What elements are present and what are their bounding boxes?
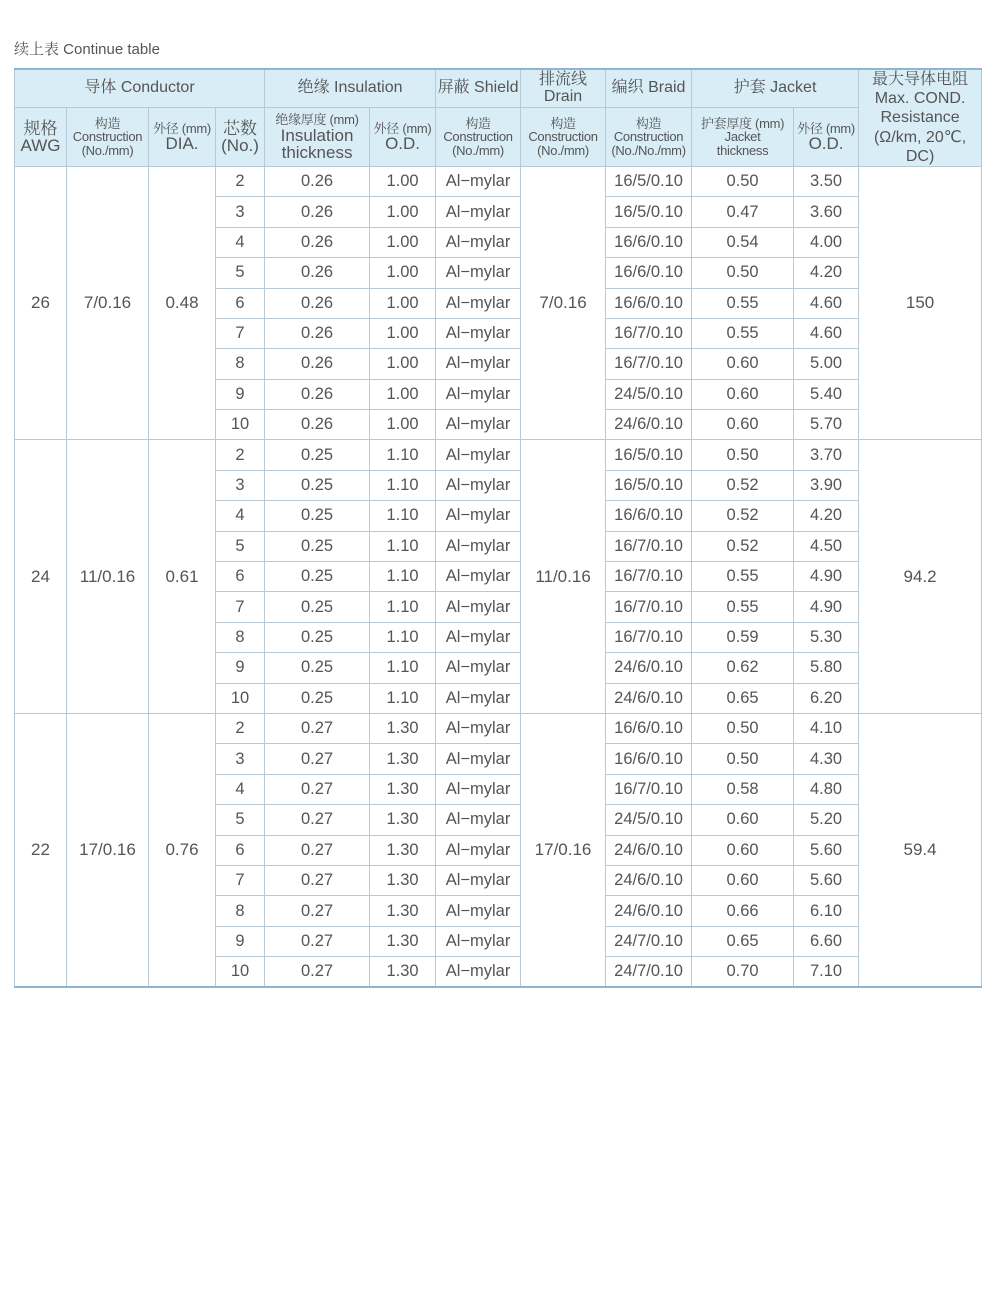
insulation-thickness-cell: 0.27 (265, 744, 370, 774)
braid-construction-cell: 24/6/0.10 (606, 896, 692, 926)
braid-construction-cell: 24/6/0.10 (606, 835, 692, 865)
awg-cell: 22 (15, 713, 67, 987)
cores-cell: 3 (216, 470, 265, 500)
awg-cell: 26 (15, 166, 67, 440)
jacket-thickness-cell: 0.50 (692, 744, 794, 774)
header-insulation: 绝缘 Insulation (265, 69, 436, 108)
jacket-od-cell: 4.30 (794, 744, 859, 774)
header-cores (216, 108, 265, 167)
awg-cell: 24 (15, 440, 67, 714)
table-row (15, 166, 982, 196)
cond-construction-zh: 构造 (94, 115, 121, 131)
drain-zh: 构造 (550, 115, 576, 131)
cable-spec-table (14, 68, 982, 988)
insulation-od-cell: 1.10 (370, 531, 436, 561)
shield-construction-cell: Al−mylar (436, 622, 521, 652)
insulation-thickness-cell: 0.25 (265, 653, 370, 683)
cores-cell: 6 (216, 562, 265, 592)
insulation-thickness-cell: 0.27 (265, 774, 370, 804)
ins-thick-zh: 绝缘厚度 (mm) (275, 112, 359, 128)
header-conductor-construction (67, 108, 149, 167)
header-drain-construction (521, 108, 606, 167)
insulation-thickness-cell: 0.25 (265, 562, 370, 592)
header-braid-construction (606, 108, 692, 167)
insulation-thickness-cell: 0.26 (265, 197, 370, 227)
header-jacket-od (794, 108, 859, 167)
jacket-thickness-cell: 0.60 (692, 835, 794, 865)
shield-construction-cell: Al−mylar (436, 470, 521, 500)
jacket-thickness-cell: 0.60 (692, 349, 794, 379)
jacket-thickness-cell: 0.55 (692, 592, 794, 622)
braid-construction-cell: 16/7/0.10 (606, 622, 692, 652)
braid-construction-cell: 16/5/0.10 (606, 470, 692, 500)
cond-construction-unit: (No./mm) (81, 142, 134, 158)
insulation-thickness-cell: 0.27 (265, 896, 370, 926)
jacket-od-cell: 4.60 (794, 288, 859, 318)
header-conductor: 导体 Conductor (15, 69, 265, 108)
header-drain: 排流线 Drain (521, 69, 606, 108)
conductor-construction-cell: 7/0.16 (67, 166, 149, 440)
shield-construction-cell: Al−mylar (436, 379, 521, 409)
insulation-od-cell: 1.30 (370, 744, 436, 774)
cores-cell: 4 (216, 774, 265, 804)
shield-construction-cell: Al−mylar (436, 166, 521, 196)
cores-cell: 10 (216, 683, 265, 713)
resistance-label-zh: 最大导体电阻 (872, 71, 969, 88)
header-row-groups (15, 69, 982, 108)
shield-construction-cell: Al−mylar (436, 258, 521, 288)
braid-construction-cell: 16/5/0.10 (606, 166, 692, 196)
cores-cell: 8 (216, 622, 265, 652)
braid-en: Construction (613, 129, 684, 145)
insulation-thickness-cell: 0.26 (265, 349, 370, 379)
braid-construction-cell: 16/7/0.10 (606, 562, 692, 592)
drain-construction-cell: 7/0.16 (521, 166, 606, 440)
shield-construction-cell: Al−mylar (436, 744, 521, 774)
jacket-thickness-cell: 0.50 (692, 166, 794, 196)
cond-dia-en: DIA. (165, 134, 199, 154)
jacket-od-cell: 4.20 (794, 258, 859, 288)
cores-cell: 4 (216, 501, 265, 531)
insulation-thickness-cell: 0.27 (265, 865, 370, 895)
shield-construction-cell: Al−mylar (436, 957, 521, 988)
insulation-od-cell: 1.30 (370, 865, 436, 895)
braid-construction-cell: 16/7/0.10 (606, 592, 692, 622)
shield-unit: (No./mm) (452, 142, 504, 158)
braid-construction-cell: 24/6/0.10 (606, 683, 692, 713)
header-braid: 编织 Braid (606, 69, 692, 108)
header-jacket: 护套 Jacket (692, 69, 859, 108)
cores-cell: 6 (216, 835, 265, 865)
braid-construction-cell: 16/7/0.10 (606, 774, 692, 804)
cores-cell: 6 (216, 288, 265, 318)
cores-cell: 5 (216, 531, 265, 561)
shield-construction-cell: Al−mylar (436, 683, 521, 713)
shield-construction-cell: Al−mylar (436, 835, 521, 865)
shield-construction-cell: Al−mylar (436, 896, 521, 926)
shield-zh: 构造 (465, 115, 491, 131)
insulation-thickness-cell: 0.27 (265, 957, 370, 988)
cores-cell: 9 (216, 653, 265, 683)
braid-construction-cell: 16/6/0.10 (606, 713, 692, 743)
braid-construction-cell: 16/6/0.10 (606, 227, 692, 257)
resistance-cell: 94.2 (859, 440, 982, 714)
braid-construction-cell: 24/6/0.10 (606, 410, 692, 440)
jacket-thickness-cell: 0.62 (692, 653, 794, 683)
jacket-od-cell: 4.20 (794, 501, 859, 531)
insulation-thickness-cell: 0.25 (265, 470, 370, 500)
braid-construction-cell: 24/6/0.10 (606, 865, 692, 895)
jacket-od-cell: 4.90 (794, 562, 859, 592)
jacket-od-cell: 5.30 (794, 622, 859, 652)
table-body (15, 166, 982, 987)
shield-construction-cell: Al−mylar (436, 531, 521, 561)
insulation-thickness-cell: 0.25 (265, 592, 370, 622)
jacket-od-en: O.D. (808, 134, 844, 154)
braid-construction-cell: 16/6/0.10 (606, 258, 692, 288)
shield-construction-cell: Al−mylar (436, 227, 521, 257)
cores-cell: 9 (216, 379, 265, 409)
cores-cell: 9 (216, 926, 265, 956)
braid-unit: (No./No./mm) (611, 142, 686, 158)
insulation-od-cell: 1.30 (370, 957, 436, 988)
jacket-thickness-cell: 0.66 (692, 896, 794, 926)
jacket-od-cell: 4.90 (794, 592, 859, 622)
insulation-thickness-cell: 0.26 (265, 410, 370, 440)
jacket-thickness-cell: 0.60 (692, 865, 794, 895)
shield-construction-cell: Al−mylar (436, 562, 521, 592)
jacket-thickness-cell: 0.54 (692, 227, 794, 257)
braid-construction-cell: 16/5/0.10 (606, 197, 692, 227)
shield-construction-cell: Al−mylar (436, 713, 521, 743)
cores-cell: 7 (216, 865, 265, 895)
header-shield: 屏蔽 Shield (436, 69, 521, 108)
shield-construction-cell: Al−mylar (436, 318, 521, 348)
jacket-thick-en2: thickness (716, 142, 769, 158)
insulation-thickness-cell: 0.27 (265, 926, 370, 956)
shield-en: Construction (443, 129, 513, 145)
jacket-od-zh: 外径 (mm) (797, 120, 855, 136)
resistance-label-unit: (Ω/km, 20℃, DC) (873, 128, 967, 165)
insulation-od-cell: 1.00 (370, 318, 436, 348)
insulation-od-cell: 1.00 (370, 197, 436, 227)
jacket-thick-zh: 护套厚度 (mm) (700, 115, 785, 131)
jacket-thickness-cell: 0.58 (692, 774, 794, 804)
header-insulation-thickness (265, 108, 370, 167)
shield-construction-cell: Al−mylar (436, 592, 521, 622)
insulation-thickness-cell: 0.25 (265, 622, 370, 652)
insulation-od-cell: 1.00 (370, 349, 436, 379)
braid-construction-cell: 24/5/0.10 (606, 805, 692, 835)
jacket-thickness-cell: 0.52 (692, 470, 794, 500)
jacket-thickness-cell: 0.59 (692, 622, 794, 652)
shield-construction-cell: Al−mylar (436, 774, 521, 804)
shield-construction-cell: Al−mylar (436, 926, 521, 956)
insulation-od-cell: 1.30 (370, 926, 436, 956)
cores-cell: 2 (216, 713, 265, 743)
jacket-thickness-cell: 0.65 (692, 683, 794, 713)
table-row (15, 713, 982, 743)
drain-en: Construction (528, 129, 598, 145)
cores-cell: 10 (216, 410, 265, 440)
cores-cell: 2 (216, 440, 265, 470)
conductor-dia-cell: 0.48 (149, 166, 216, 440)
jacket-od-cell: 6.10 (794, 896, 859, 926)
insulation-od-cell: 1.10 (370, 622, 436, 652)
shield-construction-cell: Al−mylar (436, 440, 521, 470)
jacket-od-cell: 6.20 (794, 683, 859, 713)
braid-zh: 构造 (635, 115, 662, 131)
jacket-thickness-cell: 0.60 (692, 805, 794, 835)
jacket-od-cell: 4.00 (794, 227, 859, 257)
header-insulation-od (370, 108, 436, 167)
shield-construction-cell: Al−mylar (436, 410, 521, 440)
ins-thick-en1: Insulation (280, 125, 354, 145)
awg-label-zh: 规格 (23, 119, 58, 139)
braid-construction-cell: 16/7/0.10 (606, 531, 692, 561)
cores-cell: 10 (216, 957, 265, 988)
insulation-od-cell: 1.00 (370, 258, 436, 288)
insulation-thickness-cell: 0.26 (265, 379, 370, 409)
ins-od-zh: 外径 (mm) (373, 120, 432, 136)
conductor-construction-cell: 11/0.16 (67, 440, 149, 714)
insulation-od-cell: 1.30 (370, 805, 436, 835)
jacket-od-cell: 5.80 (794, 653, 859, 683)
header-jacket-thickness (692, 108, 794, 167)
jacket-thickness-cell: 0.60 (692, 410, 794, 440)
jacket-thickness-cell: 0.50 (692, 440, 794, 470)
resistance-cell: 59.4 (859, 713, 982, 987)
table-row (15, 440, 982, 470)
insulation-od-cell: 1.10 (370, 592, 436, 622)
jacket-thickness-cell: 0.50 (692, 258, 794, 288)
braid-construction-cell: 16/5/0.10 (606, 440, 692, 470)
jacket-od-cell: 5.20 (794, 805, 859, 835)
insulation-thickness-cell: 0.26 (265, 166, 370, 196)
jacket-od-cell: 5.00 (794, 349, 859, 379)
jacket-thickness-cell: 0.55 (692, 288, 794, 318)
drain-construction-cell: 11/0.16 (521, 440, 606, 714)
jacket-od-cell: 5.40 (794, 379, 859, 409)
braid-construction-cell: 24/7/0.10 (606, 957, 692, 988)
insulation-thickness-cell: 0.26 (265, 318, 370, 348)
table-caption: 续上表 Continue table (14, 41, 160, 58)
insulation-od-cell: 1.10 (370, 501, 436, 531)
jacket-od-cell: 3.70 (794, 440, 859, 470)
jacket-thickness-cell: 0.52 (692, 501, 794, 531)
insulation-thickness-cell: 0.27 (265, 713, 370, 743)
braid-construction-cell: 24/5/0.10 (606, 379, 692, 409)
braid-construction-cell: 24/6/0.10 (606, 653, 692, 683)
header-awg (15, 108, 67, 167)
insulation-thickness-cell: 0.25 (265, 501, 370, 531)
insulation-od-cell: 1.30 (370, 774, 436, 804)
insulation-od-cell: 1.00 (370, 410, 436, 440)
jacket-od-cell: 3.90 (794, 470, 859, 500)
jacket-thickness-cell: 0.50 (692, 713, 794, 743)
cores-en: (No.) (221, 136, 259, 156)
cores-cell: 8 (216, 896, 265, 926)
jacket-thickness-cell: 0.70 (692, 957, 794, 988)
insulation-thickness-cell: 0.26 (265, 288, 370, 318)
insulation-od-cell: 1.10 (370, 470, 436, 500)
insulation-od-cell: 1.00 (370, 166, 436, 196)
shield-construction-cell: Al−mylar (436, 653, 521, 683)
cores-cell: 5 (216, 258, 265, 288)
jacket-od-cell: 7.10 (794, 957, 859, 988)
conductor-dia-cell: 0.61 (149, 440, 216, 714)
cores-cell: 7 (216, 318, 265, 348)
conductor-construction-cell: 17/0.16 (67, 713, 149, 987)
insulation-thickness-cell: 0.27 (265, 835, 370, 865)
header-conductor-dia (149, 108, 216, 167)
insulation-od-cell: 1.10 (370, 653, 436, 683)
jacket-od-cell: 3.50 (794, 166, 859, 196)
jacket-thickness-cell: 0.55 (692, 562, 794, 592)
braid-construction-cell: 16/7/0.10 (606, 349, 692, 379)
drain-unit: (No./mm) (537, 142, 589, 158)
jacket-thickness-cell: 0.52 (692, 531, 794, 561)
insulation-od-cell: 1.00 (370, 288, 436, 318)
resistance-label-en1: Max. COND. (874, 90, 966, 108)
insulation-od-cell: 1.00 (370, 227, 436, 257)
jacket-od-cell: 4.50 (794, 531, 859, 561)
cores-cell: 8 (216, 349, 265, 379)
jacket-thickness-cell: 0.55 (692, 318, 794, 348)
shield-construction-cell: Al−mylar (436, 197, 521, 227)
jacket-thick-en1: Jacket (724, 129, 761, 145)
insulation-od-cell: 1.10 (370, 683, 436, 713)
braid-construction-cell: 16/6/0.10 (606, 744, 692, 774)
header-row-columns (15, 108, 982, 167)
insulation-thickness-cell: 0.26 (265, 258, 370, 288)
jacket-thickness-cell: 0.60 (692, 379, 794, 409)
awg-label-en: AWG (20, 136, 61, 156)
jacket-thickness-cell: 0.47 (692, 197, 794, 227)
insulation-od-cell: 1.10 (370, 440, 436, 470)
header-resistance (859, 69, 982, 166)
insulation-od-cell: 1.10 (370, 562, 436, 592)
jacket-od-cell: 5.60 (794, 865, 859, 895)
insulation-thickness-cell: 0.26 (265, 227, 370, 257)
cores-cell: 4 (216, 227, 265, 257)
jacket-od-cell: 5.60 (794, 835, 859, 865)
shield-construction-cell: Al−mylar (436, 288, 521, 318)
cores-cell: 5 (216, 805, 265, 835)
header-shield-construction (436, 108, 521, 167)
cond-construction-en: Construction (72, 129, 143, 145)
insulation-thickness-cell: 0.25 (265, 683, 370, 713)
insulation-od-cell: 1.30 (370, 896, 436, 926)
insulation-thickness-cell: 0.25 (265, 531, 370, 561)
drain-construction-cell: 17/0.16 (521, 713, 606, 987)
braid-construction-cell: 16/6/0.10 (606, 288, 692, 318)
shield-construction-cell: Al−mylar (436, 349, 521, 379)
cores-cell: 3 (216, 744, 265, 774)
ins-thick-en2: thickness (281, 142, 353, 162)
cores-cell: 3 (216, 197, 265, 227)
shield-construction-cell: Al−mylar (436, 501, 521, 531)
insulation-thickness-cell: 0.25 (265, 440, 370, 470)
jacket-thickness-cell: 0.65 (692, 926, 794, 956)
insulation-od-cell: 1.00 (370, 379, 436, 409)
jacket-od-cell: 3.60 (794, 197, 859, 227)
ins-od-en: O.D. (385, 134, 421, 154)
insulation-thickness-cell: 0.27 (265, 805, 370, 835)
cores-cell: 2 (216, 166, 265, 196)
cond-dia-zh: 外径 (mm) (153, 120, 211, 136)
braid-construction-cell: 24/7/0.10 (606, 926, 692, 956)
braid-construction-cell: 16/7/0.10 (606, 318, 692, 348)
jacket-od-cell: 4.80 (794, 774, 859, 804)
jacket-od-cell: 4.60 (794, 318, 859, 348)
cores-zh: 芯数 (223, 119, 258, 139)
insulation-od-cell: 1.30 (370, 835, 436, 865)
jacket-od-cell: 4.10 (794, 713, 859, 743)
shield-construction-cell: Al−mylar (436, 805, 521, 835)
braid-construction-cell: 16/6/0.10 (606, 501, 692, 531)
jacket-od-cell: 5.70 (794, 410, 859, 440)
resistance-cell: 150 (859, 166, 982, 440)
resistance-label-en2: Resistance (880, 109, 960, 127)
cores-cell: 7 (216, 592, 265, 622)
shield-construction-cell: Al−mylar (436, 865, 521, 895)
conductor-dia-cell: 0.76 (149, 713, 216, 987)
insulation-od-cell: 1.30 (370, 713, 436, 743)
jacket-od-cell: 6.60 (794, 926, 859, 956)
